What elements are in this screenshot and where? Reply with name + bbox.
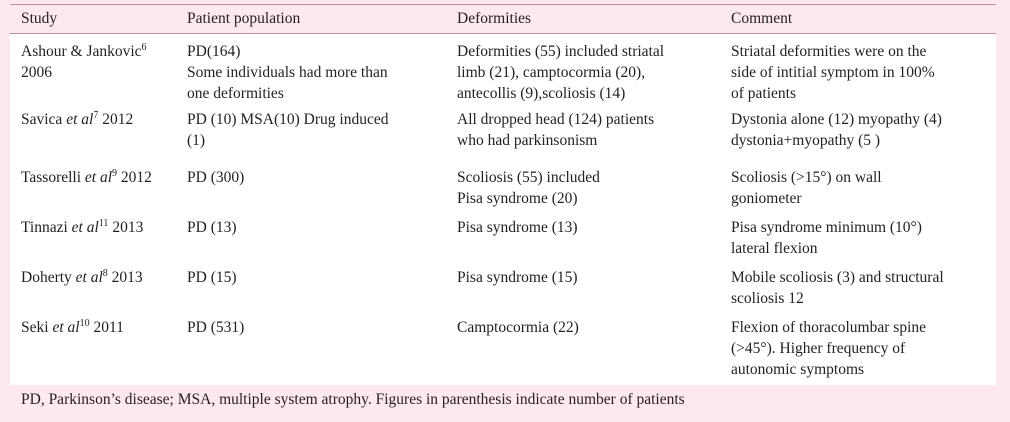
table-row xyxy=(10,213,996,263)
cell-patient-population xyxy=(176,104,446,163)
header-comment: Comment xyxy=(720,5,996,34)
cell-text-line: (>45°). Higher frequency of xyxy=(731,340,906,357)
cell-study xyxy=(10,213,176,263)
study-author: Savica xyxy=(21,111,63,128)
cell-text-line: one deformities xyxy=(187,85,284,102)
cell-comment xyxy=(720,313,996,380)
cell-text-line: PD (300) xyxy=(187,169,245,186)
cell-comment xyxy=(720,213,996,263)
cell-text-line: Deformities (55) included striatal xyxy=(457,43,665,60)
cell-patient-population xyxy=(176,263,446,313)
study-etal: et al xyxy=(71,219,99,236)
cell-text-line: side of intitial symptom in 100% xyxy=(731,64,935,81)
table-footnote: PD, Parkinson’s disease; MSA, multiple system atrophy. Figures in parenthesis indicate number of patients xyxy=(21,391,685,408)
cell-text-line: antecollis (9),scoliosis (14) xyxy=(457,85,626,102)
studies-table xyxy=(10,4,996,380)
study-year: 2006 xyxy=(21,64,52,81)
header-deformities: Deformities xyxy=(446,5,720,34)
cell-text-line: Scoliosis (55) included xyxy=(457,169,600,186)
study-year: 2013 xyxy=(111,269,143,286)
cell-text-line: Dystonia alone (12) myopathy (4) xyxy=(731,111,942,128)
table-row xyxy=(10,163,996,213)
cell-deformities xyxy=(446,313,720,380)
study-reference: 8 xyxy=(102,267,108,279)
study-author: Tassorelli xyxy=(21,169,82,186)
study-year: 2013 xyxy=(112,219,144,236)
study-reference: 10 xyxy=(79,317,90,329)
table-row xyxy=(10,313,996,380)
study-author: Doherty xyxy=(21,269,72,286)
cell-study xyxy=(10,104,176,163)
cell-text-line: goniometer xyxy=(731,190,802,207)
table-body xyxy=(10,34,996,381)
cell-text-line: Flexion of thoracolumbar spine xyxy=(731,319,926,336)
cell-text-line: Mobile scoliosis (3) and structural xyxy=(731,269,944,286)
cell-comment xyxy=(720,163,996,213)
study-year: 2012 xyxy=(102,111,134,128)
cell-comment xyxy=(720,263,996,313)
table-header-row xyxy=(10,5,996,34)
cell-patient-population xyxy=(176,163,446,213)
cell-text-line: Pisa syndrome minimum (10°) xyxy=(731,219,922,236)
cell-patient-population xyxy=(176,34,446,105)
cell-text-line: PD (531) xyxy=(187,319,245,336)
study-etal: et al xyxy=(52,319,80,336)
cell-deformities xyxy=(446,104,720,163)
cell-text-line: Striatal deformities were on the xyxy=(731,43,927,60)
cell-text-line: PD (15) xyxy=(187,269,237,286)
cell-text-line: Some individuals had more than xyxy=(187,64,388,81)
table-row xyxy=(10,263,996,313)
cell-patient-population xyxy=(176,313,446,380)
cell-comment xyxy=(720,104,996,163)
table-row xyxy=(10,104,996,163)
header-study: Study xyxy=(10,5,176,34)
cell-text-line: dystonia+myopathy (5 ) xyxy=(731,132,881,149)
cell-text-line: of patients xyxy=(731,85,796,102)
cell-text-line: Scoliosis (>15°) on wall xyxy=(731,169,882,186)
study-reference: 9 xyxy=(112,167,118,179)
study-author: Tinnazi xyxy=(21,219,68,236)
study-etal: et al xyxy=(75,269,103,286)
cell-text-line: limb (21), camptocormia (20), xyxy=(457,64,646,81)
cell-text-line: Pisa syndrome (13) xyxy=(457,219,578,236)
cell-text-line: Camptocormia (22) xyxy=(457,319,579,336)
cell-text-line: who had parkinsonism xyxy=(457,132,598,149)
study-reference: 7 xyxy=(93,109,99,121)
study-etal: et al xyxy=(66,111,94,128)
cell-study xyxy=(10,313,176,380)
cell-text-line: lateral flexion xyxy=(731,240,818,257)
cell-text-line: scoliosis 12 xyxy=(731,290,804,307)
study-author: Seki xyxy=(21,319,49,336)
cell-comment xyxy=(720,34,996,105)
cell-text-line: PD(164) xyxy=(187,43,241,60)
cell-text-line: autonomic symptoms xyxy=(731,361,865,378)
study-author: Ashour & Jankovic xyxy=(21,43,142,60)
study-reference: 11 xyxy=(98,217,109,229)
cell-text-line: All dropped head (124) patients xyxy=(457,111,655,128)
cell-text-line: Pisa syndrome (15) xyxy=(457,269,578,286)
cell-text-line: PD (13) xyxy=(187,219,237,236)
cell-text-line: Pisa syndrome (20) xyxy=(457,190,578,207)
study-reference: 6 xyxy=(141,41,147,53)
cell-deformities xyxy=(446,213,720,263)
cell-study xyxy=(10,263,176,313)
cell-study xyxy=(10,163,176,213)
cell-deformities xyxy=(446,34,720,105)
cell-text-line: PD (10) MSA(10) Drug induced xyxy=(187,111,389,128)
cell-patient-population xyxy=(176,213,446,263)
study-year: 2012 xyxy=(120,169,152,186)
study-etal: et al xyxy=(84,169,113,186)
cell-text-line: (1) xyxy=(187,132,206,149)
cell-deformities xyxy=(446,163,720,213)
cell-deformities xyxy=(446,263,720,313)
table-row xyxy=(10,34,996,105)
header-patient-population: Patient population xyxy=(176,5,446,34)
table-container xyxy=(10,4,996,385)
study-year: 2011 xyxy=(93,319,124,336)
cell-study xyxy=(10,34,176,105)
